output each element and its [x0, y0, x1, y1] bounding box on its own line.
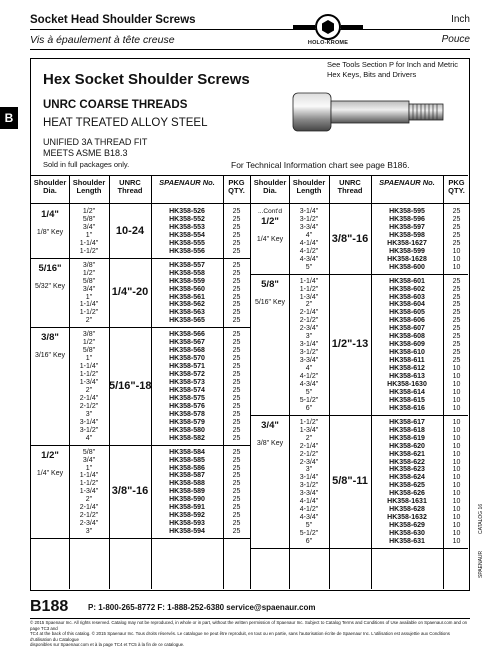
continued-label: ...Cont'd [257, 208, 282, 215]
hex-key-size: 1/4" Key [36, 469, 64, 477]
thread-size: 5/16"-18 [109, 379, 152, 392]
thread-size: 5/8"-11 [332, 475, 368, 488]
table-left-column [31, 176, 251, 589]
hex-key-size: 1/8" Key [36, 229, 64, 236]
shoulder-length-list: 5/8" 3/4" 1" 1-1/4" 1-1/2" 1-3/4" 2" 2-1/4" 2-1/2" 2-3/4" 3" [79, 448, 99, 536]
shoulder-diameter: 3/4" [261, 419, 279, 431]
shoulder-diameter: 5/8" [261, 278, 279, 290]
package-qty-list: 25 25 25 25 25 25 25 25 25 25 25 25 25 25 [232, 331, 241, 442]
material: HEAT TREATED ALLOY STEEL [43, 117, 208, 129]
thread-size: 1/2"-13 [331, 338, 369, 351]
package-note: Sold in full packages only. [43, 160, 130, 169]
tools-note: See Tools Section P for Inch and Metric Hex Keys, Bits and Drivers [327, 60, 459, 79]
left-group-0 [31, 205, 251, 259]
package-qty-list: 25 25 25 25 25 25 25 25 25 25 25 [232, 448, 241, 536]
column-header-length: Shoulder Length [69, 176, 109, 204]
header-unit-fr: Pouce [441, 34, 470, 45]
thread-size: 3/8"-16 [331, 232, 369, 245]
standard: MEETS ASME B18.3 [43, 148, 128, 158]
copyright-line-2: TC4 at the back of this catalog. © 2015 Spaenaur Inc. Tous droits réservés. Le catalogue ne peut être reproduit, en tout ou en partie, sans l'autorisation écrite de Spaenaur Inc. L'utilisation est assujettie aux Conditions d'utilisation du Catalogue [30, 631, 450, 642]
column-header-no: SPAENAUR No. [371, 176, 443, 204]
left-group-3 [31, 446, 251, 539]
column-header-dia: Shoulder Dia. [31, 176, 69, 204]
column-header-length: Shoulder Length [289, 176, 329, 204]
catalog-code [476, 500, 496, 580]
shoulder-length-list: 1/2" 5/8" 3/4" 1" 1-1/4" 1-1/2" [79, 208, 99, 255]
package-qty-list: 25 25 25 25 25 25 25 25 25 25 25 10 10 10 10 10 10 [452, 277, 461, 412]
logo-brand-text: HOLO-KROME [307, 40, 349, 46]
hex-key-size: 3/16" Key [34, 352, 66, 360]
thread-size: 1/4"-20 [111, 286, 149, 299]
hex-key-size: 3/8" Key [256, 439, 284, 447]
copyright-line-1: © 2015 Spaenaur Inc. All rights reserved. Catalog may not be reproduced, in whole or in part, without the written permission of Spaenaur Inc. Subject to Catalog Terms and Conditions of Use available on Spaenaur.com and on page TC3 and [30, 620, 468, 631]
header-title-en: Socket Head Shoulder Screws [30, 14, 196, 26]
part-number-list: HK358-617 HK358-618 HK358-619 HK358-620 HK358-621 HK358-622 HK358-623 HK358-624 HK358-625 HK358-626 HK358-1631 HK358-628 HK358-1632 HK358-629 HK358-630 HK358-631 [387, 418, 427, 546]
catalog-code-text: CATALOG 16 [478, 503, 484, 534]
part-number-list: HK358-595 HK358-596 HK358-597 HK358-598 HK358-1627 HK358-599 HK358-1628 HK358-600 [387, 208, 427, 271]
shoulder-screw-illustration [289, 89, 449, 135]
shoulder-diameter: 5/16" [38, 262, 62, 274]
shoulder-length-list: 3/8" 1/2" 5/8" 1" 1-1/4" 1-1/2" 1-3/4" 2" 2-1/4" 2-1/2" 3" 3-1/4" 3-1/2" 4" [79, 331, 99, 442]
shoulder-diameter: 3/8" [41, 332, 59, 344]
right-group-1 [251, 275, 468, 416]
shoulder-diameter: 1/4" [41, 209, 59, 220]
table-right-column [250, 176, 468, 589]
shoulder-length-list: 3/8" 1/2" 5/8" 3/4" 1" 1-1/4" 1-1/2" 2" [79, 261, 99, 325]
column-header-thread: UNRC Thread [329, 176, 371, 204]
hex-key-size: 1/4" Key [256, 236, 284, 243]
logo-mark-icon [293, 14, 363, 40]
page-header [30, 12, 470, 50]
copyright-line-3: disponibles sur Spaenaur.com et à la page TC4 et TC5 à la fin de ce catalogue. [30, 642, 185, 647]
hex-key-size: 5/32" Key [34, 282, 66, 290]
thread-size: 3/8"-16 [111, 485, 149, 498]
page-number: B188 [30, 598, 69, 615]
package-qty-list: 10 10 10 10 10 10 10 10 10 10 10 10 10 10 10 10 [452, 418, 461, 546]
left-group-1 [31, 259, 251, 329]
part-number-list: HK358-557 HK358-558 HK358-559 HK358-560 HK358-561 HK358-562 HK358-563 HK358-565 [169, 261, 205, 325]
left-group-2 [31, 328, 251, 445]
contact-line: P: 1-800-265-8772 F: 1-888-252-6380 service@spaenaur.com [88, 603, 316, 612]
package-qty-list: 25 25 25 25 25 10 10 10 [452, 208, 461, 271]
package-qty-list: 25 25 25 25 25 25 [232, 208, 241, 255]
part-number-list: HK358-526 HK358-552 HK358-553 HK358-554 HK358-555 HK358-556 [169, 208, 205, 255]
header-title-fr: Vis à épaulement à tête creuse [30, 34, 175, 46]
shoulder-length-list: 1-1/4" 1-1/2" 1-3/4" 2" 2-1/4" 2-1/2" 2-3/4" 3" 3-1/4" 3-1/2" 3-3/4" 4" 4-1/2" 4-3/4" 5" 5-1/2" 6" [299, 277, 319, 412]
part-number-list: HK358-566 HK358-567 HK358-568 HK358-570 HK358-571 HK358-572 HK358-573 HK358-574 HK358-575 HK358-576 HK358-578 HK358-579 HK358-580 HK358-582 [169, 331, 205, 442]
package-qty-list: 25 25 25 25 25 25 25 25 [232, 261, 241, 325]
tech-info-note: For Technical Information chart see page B186. [231, 160, 410, 170]
shoulder-diameter: 1/2" [41, 449, 59, 461]
product-box [30, 58, 470, 591]
thread-fit: UNIFIED 3A THREAD FIT [43, 137, 148, 147]
column-header-pkg: PKG QTY. [223, 176, 250, 204]
holo-krome-logo [293, 14, 393, 48]
catalog-brand-text: SPAENAUR [478, 550, 484, 578]
copyright-text [30, 620, 470, 647]
part-number-list: HK358-601 HK358-602 HK358-603 HK358-604 HK358-605 HK358-606 HK358-607 HK358-608 HK358-609 HK358-610 HK358-611 HK358-612 HK358-613 HK358-1630 HK358-614 HK358-615 HK358-616 [387, 277, 427, 412]
part-number-list: HK358-584 HK358-585 HK358-586 HK358-587 HK358-588 HK358-589 HK358-590 HK358-591 HK358-592 HK358-593 HK358-594 [169, 448, 205, 536]
product-title: Hex Socket Shoulder Screws [43, 71, 250, 88]
header-rule-bottom [30, 49, 470, 50]
header-rule-top [30, 29, 470, 30]
column-header-pkg: PKG QTY. [443, 176, 470, 204]
thread-size: 10-24 [115, 224, 145, 237]
hex-key-size: 5/16" Key [254, 298, 286, 306]
column-header-dia: Shoulder Dia. [251, 176, 289, 204]
header-unit-en: Inch [451, 14, 470, 25]
shoulder-diameter: 1/2" [261, 216, 279, 227]
right-group-2 [251, 416, 468, 549]
right-group-0 [251, 205, 468, 275]
shoulder-length-list: 3-1/4" 3-1/2" 3-3/4" 4" 4-1/4" 4-1/2" 4-3/4" 5" [299, 208, 319, 271]
thread-type: UNRC COARSE THREADS [43, 99, 188, 111]
product-table [31, 175, 468, 589]
section-tab: B [0, 107, 18, 129]
column-header-no: SPAENAUR No. [151, 176, 223, 204]
column-header-thread: UNRC Thread [109, 176, 151, 204]
footer-rule [30, 618, 470, 619]
shoulder-length-list: 1-1/2" 1-3/4" 2" 2-1/4" 2-1/2" 2-3/4" 3" 3-1/4" 3-1/2" 3-3/4" 4-1/4" 4-1/2" 4-3/4" 5" 5-1/2" 6" [299, 418, 319, 546]
